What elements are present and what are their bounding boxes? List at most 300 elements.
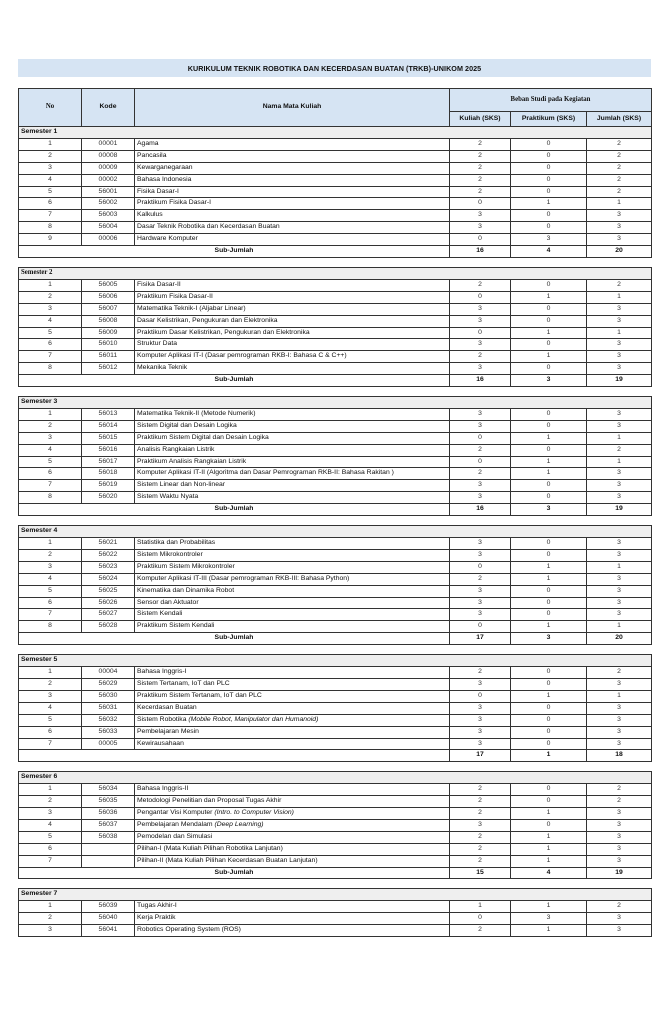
course-code: 56039 bbox=[82, 901, 135, 913]
course-name bbox=[135, 714, 450, 726]
semester-spacer bbox=[19, 257, 652, 267]
sks-praktikum: 0 bbox=[511, 222, 587, 234]
course-code: 56018 bbox=[82, 468, 135, 480]
course-name-text: Kalkulus bbox=[137, 211, 163, 219]
course-name-text: Pemodelan dan Simulasi bbox=[137, 832, 213, 840]
semester-label: Semester 4 bbox=[19, 526, 652, 538]
document-title: KURIKULUM TEKNIK ROBOTIKA DAN KECERDASAN BUATAN (TRKB)-UNIKOM 2025 bbox=[18, 59, 651, 77]
course-row bbox=[19, 901, 652, 913]
sks-praktikum: 1 bbox=[511, 573, 587, 585]
sks-jumlah: 3 bbox=[587, 339, 652, 351]
course-no: 5 bbox=[19, 831, 82, 843]
course-name-text: Fisika Dasar-II bbox=[137, 280, 181, 288]
course-row bbox=[19, 162, 652, 174]
sks-kuliah: 2 bbox=[450, 808, 511, 820]
subtotal-jumlah: 19 bbox=[587, 375, 652, 387]
course-row bbox=[19, 609, 652, 621]
course-name-text: Sistem Mikrokontroler bbox=[137, 550, 203, 558]
course-name bbox=[135, 597, 450, 609]
course-code: 56031 bbox=[82, 702, 135, 714]
course-code: 56036 bbox=[82, 808, 135, 820]
sks-kuliah: 3 bbox=[450, 609, 511, 621]
sks-kuliah: 2 bbox=[450, 351, 511, 363]
subtotal-row bbox=[19, 867, 652, 879]
subtotal-jumlah: 18 bbox=[587, 750, 652, 762]
course-row bbox=[19, 363, 652, 375]
course-row bbox=[19, 198, 652, 210]
sks-kuliah: 2 bbox=[450, 468, 511, 480]
sks-kuliah: 0 bbox=[450, 291, 511, 303]
semester-header-row bbox=[19, 526, 652, 538]
subtotal-row bbox=[19, 750, 652, 762]
course-code: 56006 bbox=[82, 291, 135, 303]
sks-jumlah: 2 bbox=[587, 138, 652, 150]
subtotal-label: Sub-Jumlah bbox=[19, 504, 450, 516]
sks-praktikum: 1 bbox=[511, 468, 587, 480]
course-code: 56003 bbox=[82, 210, 135, 222]
sks-praktikum: 0 bbox=[511, 702, 587, 714]
course-row bbox=[19, 279, 652, 291]
sks-praktikum: 1 bbox=[511, 843, 587, 855]
course-name-text: Pembelajaran Mendalam bbox=[137, 820, 213, 828]
course-row bbox=[19, 819, 652, 831]
course-no: 4 bbox=[19, 702, 82, 714]
course-row bbox=[19, 738, 652, 750]
subtotal-jumlah: 19 bbox=[587, 867, 652, 879]
course-code: 00001 bbox=[82, 138, 135, 150]
course-code: 56019 bbox=[82, 480, 135, 492]
sks-kuliah: 2 bbox=[450, 667, 511, 679]
semester-label: Semester 1 bbox=[19, 127, 652, 139]
sks-praktikum: 1 bbox=[511, 621, 587, 633]
sks-praktikum: 0 bbox=[511, 726, 587, 738]
sks-jumlah: 1 bbox=[587, 621, 652, 633]
sks-kuliah: 3 bbox=[450, 678, 511, 690]
sks-jumlah: 3 bbox=[587, 678, 652, 690]
course-no: 6 bbox=[19, 726, 82, 738]
sks-kuliah: 2 bbox=[450, 444, 511, 456]
course-name-text: Praktikum Sistem Tertanam, IoT dan PLC bbox=[137, 691, 262, 699]
course-name bbox=[135, 138, 450, 150]
sks-kuliah: 2 bbox=[450, 174, 511, 186]
sks-jumlah: 2 bbox=[587, 174, 652, 186]
course-no: 7 bbox=[19, 210, 82, 222]
sks-praktikum: 1 bbox=[511, 901, 587, 913]
sks-kuliah: 3 bbox=[450, 538, 511, 550]
course-name-text: Praktikum Fisika Dasar-I bbox=[137, 199, 212, 207]
course-no: 9 bbox=[19, 234, 82, 246]
course-code: 56011 bbox=[82, 351, 135, 363]
course-name-text: Dasar Teknik Robotika dan Kecerdasan Buatan bbox=[137, 223, 280, 231]
course-name-text: Fisika Dasar-I bbox=[137, 187, 179, 195]
course-row bbox=[19, 186, 652, 198]
course-code: 56008 bbox=[82, 315, 135, 327]
sks-kuliah: 3 bbox=[450, 420, 511, 432]
course-name bbox=[135, 855, 450, 867]
sks-praktikum: 0 bbox=[511, 420, 587, 432]
course-name-text: Bahasa Inggris-I bbox=[137, 668, 187, 676]
semester-header-row bbox=[19, 655, 652, 667]
curriculum-table-wrapper bbox=[18, 88, 651, 937]
course-name bbox=[135, 738, 450, 750]
sks-praktikum: 0 bbox=[511, 279, 587, 291]
course-name bbox=[135, 702, 450, 714]
course-row bbox=[19, 726, 652, 738]
sks-kuliah: 2 bbox=[450, 796, 511, 808]
course-no: 2 bbox=[19, 678, 82, 690]
course-name bbox=[135, 363, 450, 375]
sks-praktikum: 0 bbox=[511, 363, 587, 375]
course-no: 6 bbox=[19, 843, 82, 855]
course-name bbox=[135, 150, 450, 162]
course-row bbox=[19, 714, 652, 726]
sks-kuliah: 0 bbox=[450, 432, 511, 444]
sks-jumlah: 3 bbox=[587, 597, 652, 609]
sks-praktikum: 1 bbox=[511, 291, 587, 303]
subtotal-praktikum: 3 bbox=[511, 633, 587, 645]
course-name bbox=[135, 279, 450, 291]
sks-jumlah: 3 bbox=[587, 234, 652, 246]
sks-jumlah: 3 bbox=[587, 222, 652, 234]
sks-kuliah: 3 bbox=[450, 363, 511, 375]
course-code: 00005 bbox=[82, 738, 135, 750]
semester-label: Semester 2 bbox=[19, 267, 652, 279]
sks-praktikum: 1 bbox=[511, 456, 587, 468]
course-code: 56032 bbox=[82, 714, 135, 726]
course-row bbox=[19, 678, 652, 690]
course-row bbox=[19, 480, 652, 492]
sks-jumlah: 3 bbox=[587, 702, 652, 714]
sks-praktikum: 0 bbox=[511, 549, 587, 561]
course-code: 56028 bbox=[82, 621, 135, 633]
course-name-text: Hardware Komputer bbox=[137, 235, 198, 243]
course-name bbox=[135, 468, 450, 480]
sks-jumlah: 3 bbox=[587, 726, 652, 738]
sks-praktikum: 0 bbox=[511, 796, 587, 808]
course-name-text: Kewirausahaan bbox=[137, 739, 184, 747]
sks-kuliah: 0 bbox=[450, 913, 511, 925]
course-row bbox=[19, 843, 652, 855]
course-name bbox=[135, 585, 450, 597]
sks-kuliah: 2 bbox=[450, 925, 511, 937]
sks-jumlah: 2 bbox=[587, 444, 652, 456]
course-no: 3 bbox=[19, 690, 82, 702]
course-name bbox=[135, 573, 450, 585]
sks-praktikum: 1 bbox=[511, 351, 587, 363]
subtotal-kuliah: 17 bbox=[450, 633, 511, 645]
course-code: 56001 bbox=[82, 186, 135, 198]
course-no: 3 bbox=[19, 808, 82, 820]
course-code: 00008 bbox=[82, 150, 135, 162]
course-row bbox=[19, 351, 652, 363]
course-name bbox=[135, 538, 450, 550]
course-name bbox=[135, 925, 450, 937]
subtotal-praktikum: 3 bbox=[511, 504, 587, 516]
sks-kuliah: 3 bbox=[450, 480, 511, 492]
spacer-cell bbox=[19, 257, 652, 267]
course-no: 5 bbox=[19, 456, 82, 468]
subtotal-kuliah: 15 bbox=[450, 867, 511, 879]
course-no: 1 bbox=[19, 408, 82, 420]
course-name bbox=[135, 408, 450, 420]
course-code: 00002 bbox=[82, 174, 135, 186]
course-no: 7 bbox=[19, 480, 82, 492]
course-code: 56022 bbox=[82, 549, 135, 561]
semester-header-row bbox=[19, 889, 652, 901]
course-no: 1 bbox=[19, 279, 82, 291]
course-no: 5 bbox=[19, 585, 82, 597]
course-code: 56026 bbox=[82, 597, 135, 609]
course-no: 4 bbox=[19, 573, 82, 585]
header-nama: Nama Mata Kuliah bbox=[135, 89, 450, 127]
course-name-text: Struktur Data bbox=[137, 340, 178, 348]
sks-kuliah: 1 bbox=[450, 901, 511, 913]
course-no: 1 bbox=[19, 667, 82, 679]
course-code bbox=[82, 855, 135, 867]
sks-jumlah: 1 bbox=[587, 198, 652, 210]
course-code: 56020 bbox=[82, 492, 135, 504]
course-name-text: Komputer Aplikasi IT-II (Algoritma dan Dasar Pemrograman RKB-II: Bahasa Rakitan ) bbox=[137, 469, 394, 477]
subtotal-praktikum: 1 bbox=[511, 750, 587, 762]
course-name bbox=[135, 690, 450, 702]
semester-header-row bbox=[19, 267, 652, 279]
sks-kuliah: 3 bbox=[450, 714, 511, 726]
course-name bbox=[135, 784, 450, 796]
sks-praktikum: 0 bbox=[511, 315, 587, 327]
course-row bbox=[19, 690, 652, 702]
course-code: 56034 bbox=[82, 784, 135, 796]
course-name bbox=[135, 234, 450, 246]
sks-jumlah: 3 bbox=[587, 363, 652, 375]
course-no: 8 bbox=[19, 363, 82, 375]
semester-label: Semester 7 bbox=[19, 889, 652, 901]
subtotal-praktikum: 3 bbox=[511, 375, 587, 387]
sks-praktikum: 0 bbox=[511, 597, 587, 609]
course-name-text: Pengantar Visi Komputer bbox=[137, 809, 213, 817]
course-no: 1 bbox=[19, 538, 82, 550]
subtotal-row bbox=[19, 375, 652, 387]
course-name-text: Metodologi Penelitian dan Proposal Tugas Akhir bbox=[137, 797, 282, 805]
header-no: No bbox=[19, 89, 82, 127]
sks-kuliah: 2 bbox=[450, 138, 511, 150]
subtotal-praktikum: 4 bbox=[511, 246, 587, 258]
course-name bbox=[135, 444, 450, 456]
course-code: 56009 bbox=[82, 327, 135, 339]
course-no: 4 bbox=[19, 174, 82, 186]
course-code: 56012 bbox=[82, 363, 135, 375]
sks-praktikum: 0 bbox=[511, 210, 587, 222]
course-code: 56013 bbox=[82, 408, 135, 420]
sks-praktikum: 0 bbox=[511, 819, 587, 831]
sks-kuliah: 3 bbox=[450, 549, 511, 561]
course-row bbox=[19, 831, 652, 843]
course-row bbox=[19, 667, 652, 679]
spacer-cell bbox=[19, 762, 652, 772]
course-name bbox=[135, 678, 450, 690]
sks-praktikum: 1 bbox=[511, 690, 587, 702]
sks-jumlah: 3 bbox=[587, 408, 652, 420]
sks-jumlah: 2 bbox=[587, 186, 652, 198]
semester-spacer bbox=[19, 645, 652, 655]
course-code: 56017 bbox=[82, 456, 135, 468]
sks-praktikum: 0 bbox=[511, 678, 587, 690]
course-name bbox=[135, 609, 450, 621]
course-row bbox=[19, 621, 652, 633]
sks-kuliah: 2 bbox=[450, 843, 511, 855]
course-row bbox=[19, 432, 652, 444]
course-code: 56023 bbox=[82, 561, 135, 573]
subtotal-label: Sub-Jumlah bbox=[19, 633, 450, 645]
course-no: 3 bbox=[19, 925, 82, 937]
sks-kuliah: 3 bbox=[450, 819, 511, 831]
course-row bbox=[19, 808, 652, 820]
course-row bbox=[19, 855, 652, 867]
course-name-text: Sistem Robotika bbox=[137, 715, 187, 723]
sks-kuliah: 0 bbox=[450, 456, 511, 468]
course-code: 56035 bbox=[82, 796, 135, 808]
course-code: 56033 bbox=[82, 726, 135, 738]
course-code: 00009 bbox=[82, 162, 135, 174]
course-name bbox=[135, 303, 450, 315]
course-name-text: Sistem Kendali bbox=[137, 610, 183, 618]
sks-jumlah: 2 bbox=[587, 796, 652, 808]
sks-jumlah: 3 bbox=[587, 585, 652, 597]
course-code: 56040 bbox=[82, 913, 135, 925]
course-name bbox=[135, 315, 450, 327]
course-name bbox=[135, 198, 450, 210]
sks-jumlah: 3 bbox=[587, 609, 652, 621]
course-no: 4 bbox=[19, 444, 82, 456]
semester-header-row bbox=[19, 127, 652, 139]
semester-spacer bbox=[19, 762, 652, 772]
sks-jumlah: 2 bbox=[587, 901, 652, 913]
sks-kuliah: 2 bbox=[450, 186, 511, 198]
sks-jumlah: 3 bbox=[587, 808, 652, 820]
course-name bbox=[135, 796, 450, 808]
course-name-text: Agama bbox=[137, 139, 159, 147]
course-no: 3 bbox=[19, 561, 82, 573]
sks-jumlah: 3 bbox=[587, 843, 652, 855]
course-code: 56024 bbox=[82, 573, 135, 585]
course-name bbox=[135, 480, 450, 492]
subtotal-kuliah: 17 bbox=[450, 750, 511, 762]
course-no: 1 bbox=[19, 138, 82, 150]
sks-praktikum: 0 bbox=[511, 174, 587, 186]
course-name-text: Praktikum Fisika Dasar-II bbox=[137, 292, 213, 300]
course-row bbox=[19, 573, 652, 585]
course-no: 7 bbox=[19, 609, 82, 621]
course-no: 3 bbox=[19, 303, 82, 315]
header-kode: Kode bbox=[82, 89, 135, 127]
course-row bbox=[19, 408, 652, 420]
sks-jumlah: 3 bbox=[587, 492, 652, 504]
course-no: 5 bbox=[19, 327, 82, 339]
course-row bbox=[19, 784, 652, 796]
course-code: 00006 bbox=[82, 234, 135, 246]
curriculum-table bbox=[18, 88, 652, 937]
table-body bbox=[19, 127, 652, 937]
sks-praktikum: 0 bbox=[511, 408, 587, 420]
header-jumlah: Jumlah (SKS) bbox=[587, 112, 652, 127]
sks-praktikum: 0 bbox=[511, 667, 587, 679]
course-no: 1 bbox=[19, 784, 82, 796]
course-code: 56025 bbox=[82, 585, 135, 597]
course-row bbox=[19, 327, 652, 339]
sks-kuliah: 3 bbox=[450, 726, 511, 738]
course-name-text: Mekanika Teknik bbox=[137, 364, 188, 372]
sks-praktikum: 0 bbox=[511, 444, 587, 456]
sks-jumlah: 3 bbox=[587, 480, 652, 492]
sks-kuliah: 2 bbox=[450, 855, 511, 867]
course-name-italic: (Deep Learning) bbox=[214, 820, 264, 828]
course-row bbox=[19, 913, 652, 925]
course-row bbox=[19, 925, 652, 937]
course-name-text: Praktikum Sistem Mikrokontroler bbox=[137, 562, 235, 570]
sks-praktikum: 0 bbox=[511, 303, 587, 315]
course-row bbox=[19, 138, 652, 150]
course-name-text: Analisis Rangkaian Listrik bbox=[137, 445, 215, 453]
course-code: 56005 bbox=[82, 279, 135, 291]
sks-jumlah: 3 bbox=[587, 925, 652, 937]
spacer-cell bbox=[19, 387, 652, 397]
semester-header-row bbox=[19, 397, 652, 409]
sks-jumlah: 1 bbox=[587, 456, 652, 468]
sks-praktikum: 1 bbox=[511, 432, 587, 444]
course-name bbox=[135, 831, 450, 843]
sks-jumlah: 3 bbox=[587, 468, 652, 480]
subtotal-praktikum: 4 bbox=[511, 867, 587, 879]
sks-praktikum: 0 bbox=[511, 186, 587, 198]
course-name bbox=[135, 351, 450, 363]
course-no: 6 bbox=[19, 597, 82, 609]
sks-kuliah: 2 bbox=[450, 162, 511, 174]
course-name-text: Bahasa Indonesia bbox=[137, 175, 192, 183]
sks-jumlah: 3 bbox=[587, 573, 652, 585]
sks-jumlah: 3 bbox=[587, 855, 652, 867]
course-name-text: Bahasa Inggris-II bbox=[137, 785, 189, 793]
sks-praktikum: 0 bbox=[511, 738, 587, 750]
course-no: 2 bbox=[19, 796, 82, 808]
course-name bbox=[135, 492, 450, 504]
sks-kuliah: 0 bbox=[450, 198, 511, 210]
sks-praktikum: 1 bbox=[511, 855, 587, 867]
sks-praktikum: 0 bbox=[511, 150, 587, 162]
course-row bbox=[19, 303, 652, 315]
course-name bbox=[135, 808, 450, 820]
subtotal-jumlah: 20 bbox=[587, 633, 652, 645]
course-no: 8 bbox=[19, 492, 82, 504]
course-name-text: Pilihan-II (Mata Kuliah Pilihan Kecerdasan Buatan Lanjutan) bbox=[137, 856, 318, 864]
sks-praktikum: 0 bbox=[511, 492, 587, 504]
subtotal-label: Sub-Jumlah bbox=[19, 867, 450, 879]
sks-kuliah: 3 bbox=[450, 315, 511, 327]
sks-praktikum: 0 bbox=[511, 609, 587, 621]
semester-label: Semester 5 bbox=[19, 655, 652, 667]
course-no: 3 bbox=[19, 162, 82, 174]
sks-praktikum: 0 bbox=[511, 714, 587, 726]
course-name-text: Pembelajaran Mesin bbox=[137, 727, 199, 735]
course-no: 2 bbox=[19, 420, 82, 432]
course-no: 8 bbox=[19, 222, 82, 234]
course-name bbox=[135, 291, 450, 303]
sks-jumlah: 3 bbox=[587, 714, 652, 726]
sks-jumlah: 2 bbox=[587, 150, 652, 162]
course-name bbox=[135, 327, 450, 339]
course-row bbox=[19, 234, 652, 246]
course-no: 6 bbox=[19, 339, 82, 351]
course-name bbox=[135, 913, 450, 925]
course-code: 56002 bbox=[82, 198, 135, 210]
